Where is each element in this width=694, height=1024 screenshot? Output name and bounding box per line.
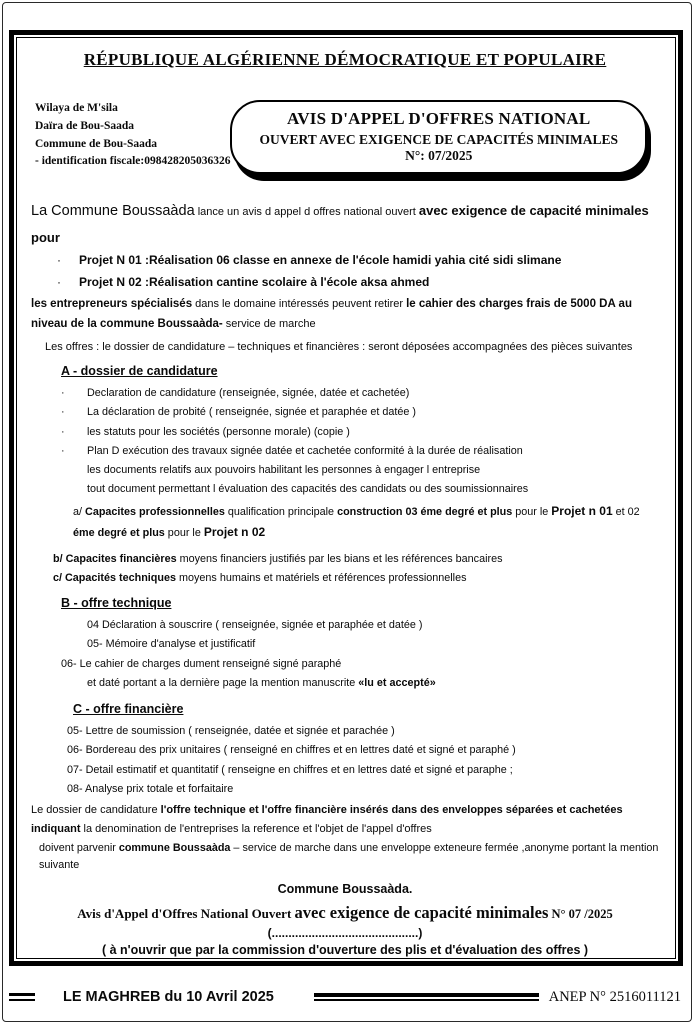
issuer-daira: Daïra de Bou-Saada <box>35 119 135 132</box>
intro-lead: La Commune Boussaàda <box>31 203 195 219</box>
qual-normal-4: pour le <box>164 526 204 539</box>
depot-paragraph: Les offres : le dossier de candidature – techniques et financières : seront déposées accompagnées des pièces suivantes <box>45 340 633 353</box>
closing-bold-2: indiquant <box>31 822 81 835</box>
retrait-bold-1: les entrepreneurs spécialisés <box>31 298 193 311</box>
list-item: 07- Detail estimatif et quantitatif ( renseigne en chiffres et en lettres daté et signé et paraphe ; <box>67 763 513 776</box>
list-item: 05- Lettre de soumission ( renseignée, datée et signée et parachée ) <box>67 724 395 737</box>
intro-paragraph <box>31 198 659 250</box>
capacites-techniques-line <box>53 569 659 588</box>
qual-normal-1: qualification principale <box>224 506 338 519</box>
closing2-normal-1: doivent parvenir <box>39 841 119 854</box>
list-item: · Declaration de candidature (renseignée, signée, datée et cachetée) <box>87 384 659 403</box>
list-item: 05- Mémoire d'analyse et justificatif <box>87 638 256 651</box>
section-a-list <box>87 384 659 499</box>
closing-normal-2: la denomination de l'entreprises la reference et l'objet de l'appel d'offres <box>80 822 432 835</box>
list-item: tout document permettant l évaluation des capacités des candidats ou des soumissionnaires <box>87 483 529 496</box>
issuer-wilaya: Wilaya de M'sila <box>35 102 118 114</box>
avis-serif-small: Avis d'Appel d'Offres National Ouvert <box>77 906 295 922</box>
qual-project-2: Projet n 02 <box>203 524 266 539</box>
qual-project-1: Projet n 01 <box>551 504 613 519</box>
fin-bold: b/ Capacites financières <box>53 553 177 566</box>
newspaper-name-date: LE MAGHREB du 10 Avril 2025 <box>63 989 274 1005</box>
list-item: · les statuts pour les sociétés (personne morale) (copie ) <box>87 423 659 442</box>
footer-left-rule <box>9 993 35 1001</box>
closing-paragraph-2 <box>31 840 659 875</box>
qual-normal-2: pour le <box>512 506 552 519</box>
issuer-block <box>31 100 230 171</box>
mention-avis-line <box>31 903 659 923</box>
avis-number: N° 07 /2025 <box>548 907 613 922</box>
retrait-paragraph <box>31 295 659 334</box>
section-c-list <box>31 722 659 800</box>
cont-normal: et daté portant a la dernière page la mention manuscrite <box>87 677 359 690</box>
closing2-bold: commune Boussaàda <box>118 841 231 854</box>
section-b-list <box>31 616 659 694</box>
list-item: 06- Bordereau des prix unitaires ( renseigné en chiffres et en lettres daté et signé et paraphé ) <box>67 744 516 757</box>
lu-et-accepte: «lu et accepté» <box>358 677 436 690</box>
notice-banner <box>230 100 647 174</box>
section-a-heading: A - dossier de candidature <box>61 364 218 379</box>
qual-bold-2: construction 03 éme degré et plus <box>337 506 513 519</box>
capacites-financieres-line <box>53 550 659 569</box>
closing-paragraph-1 <box>31 801 659 837</box>
issuer-fiscal-id: - identification fiscale:098428205036326 <box>35 155 231 168</box>
banner-subtitle: OUVERT AVEC EXIGENCE DE CAPACITÉS MINIMALES N°: 07/2025 <box>259 132 618 163</box>
intro-tail: avec exigence de capacité minimales pour <box>31 203 649 245</box>
intro-mid: lance un avis d appel d offres national ouvert <box>194 206 419 218</box>
closing2-normal-2: – service de marche dans une enveloppe exteneure fermée ,anonyme portant la mention suivante <box>39 841 659 871</box>
section-c-heading: C - offre financière <box>73 701 184 716</box>
qual-prefix: a/ <box>73 506 86 519</box>
list-item: 04 Déclaration à souscrire ( renseignée, signée et paraphée et datée ) <box>87 618 423 631</box>
retrait-normal-1: dans le domaine intéressés peuvent retirer <box>192 298 407 311</box>
retrait-bold-2: le cahier des charges frais de 5000 DA au niveau de la commune Boussaàda- <box>31 298 632 330</box>
avis-serif-big: avec exigence de capacité minimales <box>294 903 549 923</box>
mention-dotted-line: (............................................) <box>267 926 423 941</box>
list-item: · La déclaration de probité ( renseignée, signée et paraphée et datée ) <box>87 403 659 422</box>
closing-normal-1: Le dossier de candidature <box>31 804 161 817</box>
qualification-line <box>73 501 659 542</box>
list-item: 06- Le cahier de charges dument renseigné signé paraphé <box>61 657 342 670</box>
newspaper-footer <box>9 984 683 1010</box>
list-item: · Plan D exécution des travaux signée datée et cachetée conformité à la durée de réalisation <box>87 442 659 461</box>
tech-rest: moyens humains et matériels et références professionnelles <box>176 572 467 585</box>
republic-title: RÉPUBLIQUE ALGÉRIENNE DÉMOCRATIQUE ET POPULAIRE <box>83 50 607 69</box>
project-2: · Projet N 02 :Réalisation cantine scolaire à l'école aksa ahmed <box>79 272 659 294</box>
anep-number: ANEP N° 2516011121 <box>548 988 681 1005</box>
list-item: 08- Analyse prix totale et forfaitaire <box>67 782 234 795</box>
fin-rest: moyens financiers justifiés par les bians et les références bancaires <box>176 553 503 566</box>
qual-bold-3: éme degré et plus <box>73 526 165 539</box>
list-item-continuation <box>87 674 659 693</box>
document-body <box>16 37 676 959</box>
closing-bold-1: l'offre technique et l'offre financière insérés dans des enveloppes séparées et cachetées <box>160 804 623 817</box>
header-row <box>31 100 659 174</box>
project-1: · Projet N 01 :Réalisation 06 classe en annexe de l'école hamidi yahia cité sidi slimane <box>79 250 659 272</box>
qual-bold-1: Capacites professionnelles <box>85 506 225 519</box>
section-b-heading: B - offre technique <box>61 595 172 610</box>
list-item: les documents relatifs aux pouvoirs habilitant les personnes à engager l entreprise <box>87 464 481 477</box>
footer-divider-rule <box>314 993 539 1001</box>
retrait-normal-2: service de marche <box>222 317 316 330</box>
qual-normal-3: et 02 <box>612 506 640 519</box>
banner-title: AVIS D'APPEL D'OFFRES NATIONAL <box>287 109 591 128</box>
issuer-commune: Commune de Bou-Saada <box>35 137 158 150</box>
document-frame <box>9 30 683 966</box>
mention-commune: Commune Boussaàda. <box>277 882 413 897</box>
tech-bold: c/ Capacités techniques <box>53 572 177 585</box>
mention-warning: ( à n'ouvrir que par la commission d'ouverture des plis et d'évaluation des offres ) <box>101 943 589 958</box>
